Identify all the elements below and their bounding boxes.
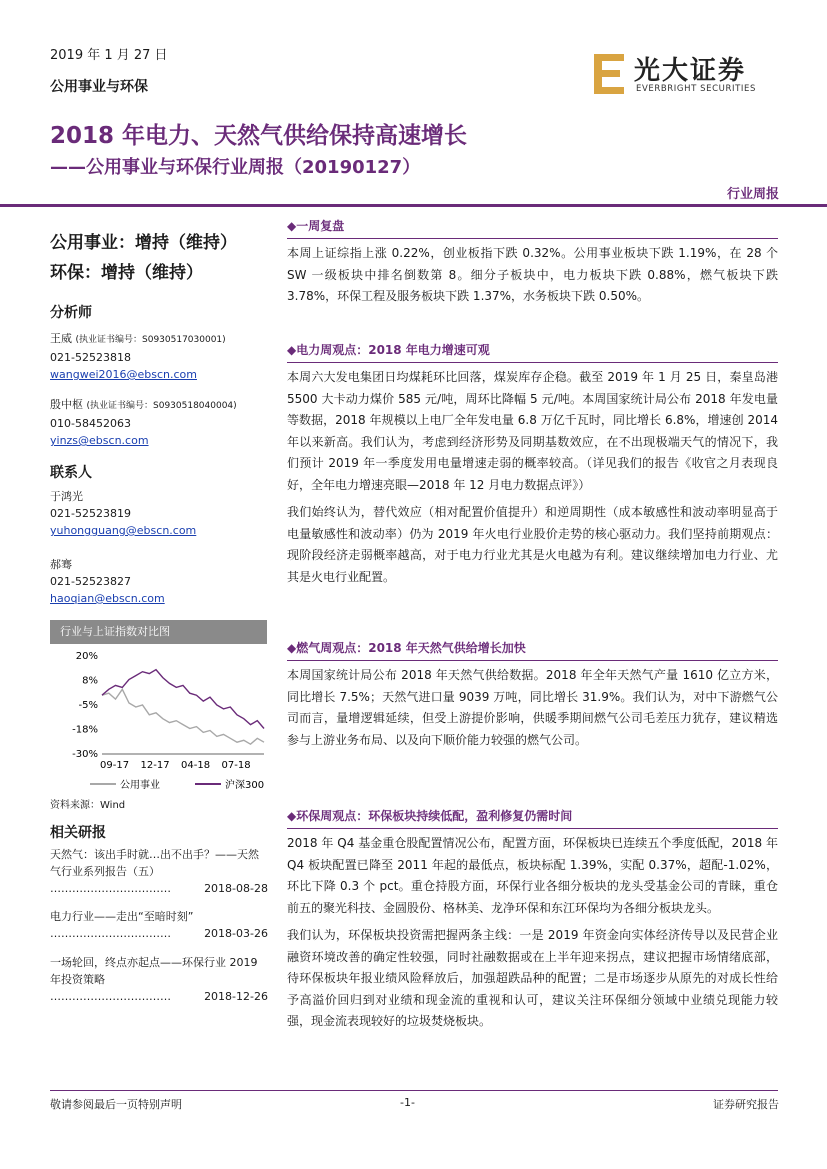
research-dots: …………………………… [50,990,171,1003]
footer-label: 证券研究报告 [713,1098,779,1111]
section-title: ◆一周复盘 [287,214,778,239]
footer-divider [50,1090,778,1091]
research-heading: 相关研报 [50,825,106,841]
comparison-chart [50,646,267,796]
analyst-cert: (执业证书编号：S0930518040004) [86,401,237,411]
section-power [287,338,778,588]
contact-name: 于鸿光 [50,490,83,503]
x-tick-label: 09-17 [100,760,130,771]
header-divider [0,204,827,207]
analyst-heading: 分析师 [50,305,92,321]
research-date: 2018-08-28 [204,882,268,895]
section-gas [287,636,778,751]
contact-phone: 021-52523827 [50,575,131,588]
analyst-phone: 021-52523818 [50,351,131,364]
analyst-email[interactable]: yinzs@ebscn.com [50,434,149,447]
research-dots: …………………………… [50,882,171,895]
analyst-cert: (执业证书编号：S0930517030001) [75,335,226,345]
research-item-3[interactable] [50,954,268,1005]
x-tick-label: 12-17 [140,760,170,771]
contact-email[interactable]: yuhongguang@ebscn.com [50,524,197,537]
section-paragraph: 2018 年 Q4 基金重仓股配置情况公布，配置方面，环保板块已连续五个季度低配，2018 年 Q4 板块配置已降至 2011 年起的最低点，板块标配 1.39%，实配 0.37%，超配-1.02%，环比下降 0.3 个 pct。重仓持股方面，环保行业各细分板块的龙头受基金公司的青睐，重仓前五的聚光科技、金圆股份、格林美、龙净环保和东江环保均为各细分板块龙头。 [287,836,778,915]
section-title: ◆电力周观点：2018 年电力增速可观 [287,338,778,363]
section-paragraph: 本周国家统计局公布 2018 年天然气供给数据。2018 年全年天然气产量 1610 亿立方米，同比增长 7.5%；天然气进口量 9039 万吨，同比增长 31.9%。我们认为，对中下游燃气公司而言，量增逻辑延续，但受上游提价影响，供暖季期间燃气公司毛差压力犹存，建议精选参与上游业务布局、以及向下顺价能力较强的燃气公司。 [287,668,778,747]
research-item-1[interactable] [50,846,268,897]
report-date: 2019 年 1 月 27 日 [50,48,168,63]
report-type: 行业周报 [726,187,779,202]
contact-2 [50,556,165,607]
contact-name: 郝骞 [50,558,72,571]
x-tick-label: 07-18 [221,760,251,771]
company-logo [592,50,782,100]
contact-phone: 021-52523819 [50,507,131,520]
section-title: ◆环保周观点：环保板块持续低配，盈利修复仍需时间 [287,804,778,829]
rating-utilities: 公用事业：增持（维持） [50,233,237,253]
analyst-phone: 010-58452063 [50,417,131,430]
y-tick-label: -18% [72,724,98,736]
y-tick-label: -30% [72,749,98,760]
contact-email[interactable]: haoqian@ebscn.com [50,592,165,605]
report-subtitle: ——公用事业与环保行业周报（20190127） [50,157,421,178]
x-tick-label: 04-18 [181,760,211,771]
logo-text-cn: 光大证券 [634,56,747,86]
contact-heading: 联系人 [50,465,92,481]
analyst-name: 王威 [50,332,72,345]
research-date: 2018-12-26 [204,990,268,1003]
research-title: 电力行业——走出“至暗时刻” [50,910,194,923]
y-tick-label: 20% [75,651,98,662]
research-title: 一场轮回，终点亦起点——环保行业 2019 年投资策略 [50,956,258,986]
y-tick-label: 8% [82,675,98,687]
section-paragraph: 我们认为，环保板块投资需把握两条主线：一是 2019 年资金向实体经济传导以及民营企业融资环境改善的确定性较强，同时社融数据或在上半年迎来拐点，建议把握市场情绪底部，待环保板块年报业绩风险释放后，加强超跌品种的配置；二是市场逐步从原先的对成长性给予高溢价回归到对业绩和现金流的重视和认可，建议关注环保细分领域中业绩兑现能力较强，现金流表现较好的垃圾焚烧板块。 [287,928,778,1028]
logo-mark-icon [592,52,626,96]
research-item-2[interactable] [50,908,268,942]
chart-source: 资料来源：Wind [50,800,126,811]
y-tick-label: -5% [78,700,98,711]
research-title: 天然气：该出手时就…出不出手？——天然气行业系列报告（五） [50,848,259,878]
contact-1 [50,488,196,539]
research-dots: …………………………… [50,927,171,940]
sector-label: 公用事业与环保 [50,79,148,95]
section-paragraph: 本周六大发电集团日均煤耗环比回落，煤炭库存企稳。截至 2019 年 1 月 25 日，秦皇岛港 5500 大卡动力煤价 585 元/吨，周环比降幅 5 元/吨。本周国家统计局公布 2018 年发电量等数据，2018 年规模以上电厂全年发电量 6.8 万亿千瓦时，同比增长 6.8%，增速创 2014 年以来新高。我们认为，考虑到经济形势及同期基数效应，在不出现极端天气的情况下，我们预计 2019 年一季度发用电量增速走弱的概率较高。（详见我们的报告《收官之月表现良好，全年电力增速亮眼—2018 年 12 月电力数据点评》） [287,370,778,492]
footer-disclaimer: 敬请参阅最后一页特别声明 [50,1098,182,1111]
section-weekly-review [287,214,778,308]
report-title: 2018 年电力、天然气供给保持高速增长 [50,123,468,149]
section-paragraph: 我们始终认为，替代效应（相对配置价值提升）和逆周期性（成本敏感性和波动率明显高于电量敏感性和波动率）仍为 2019 年火电行业股价走势的核心驱动力。我们坚持前期观点：现阶段经济走弱概率越高，对于电力行业尤其是火电越为有利。建议继续增加电力行业、尤其是火电行业配置。 [287,505,778,584]
analyst-1 [50,330,226,383]
analyst-email[interactable]: wangwei2016@ebscn.com [50,368,197,381]
legend-label: 沪深300 [225,780,265,791]
series-line [102,670,264,729]
section-environment [287,804,778,1033]
section-title: ◆燃气周观点：2018 年天然气供给增长加快 [287,636,778,661]
rating-environment: 环保：增持（维持） [50,263,203,283]
section-paragraph: 本周上证综指上涨 0.22%，创业板指下跌 0.32%。公用事业板块下跌 1.19%，在 28 个 SW 一级板块中排名倒数第 8。细分子板块中，电力板块下跌 0.88%，燃气板块下跌 3.78%，环保工程及服务板块下跌 1.37%，水务板块下跌 0.50%。 [287,246,778,303]
research-date: 2018-03-26 [204,927,268,940]
analyst-2 [50,396,237,449]
legend-label: 公用事业 [120,780,160,791]
analyst-name: 殷中枢 [50,398,83,411]
chart-title: 行业与上证指数对比图 [50,620,267,644]
logo-text-en: EVERBRIGHT SECURITIES [636,84,756,94]
page-number: -1- [400,1096,415,1109]
